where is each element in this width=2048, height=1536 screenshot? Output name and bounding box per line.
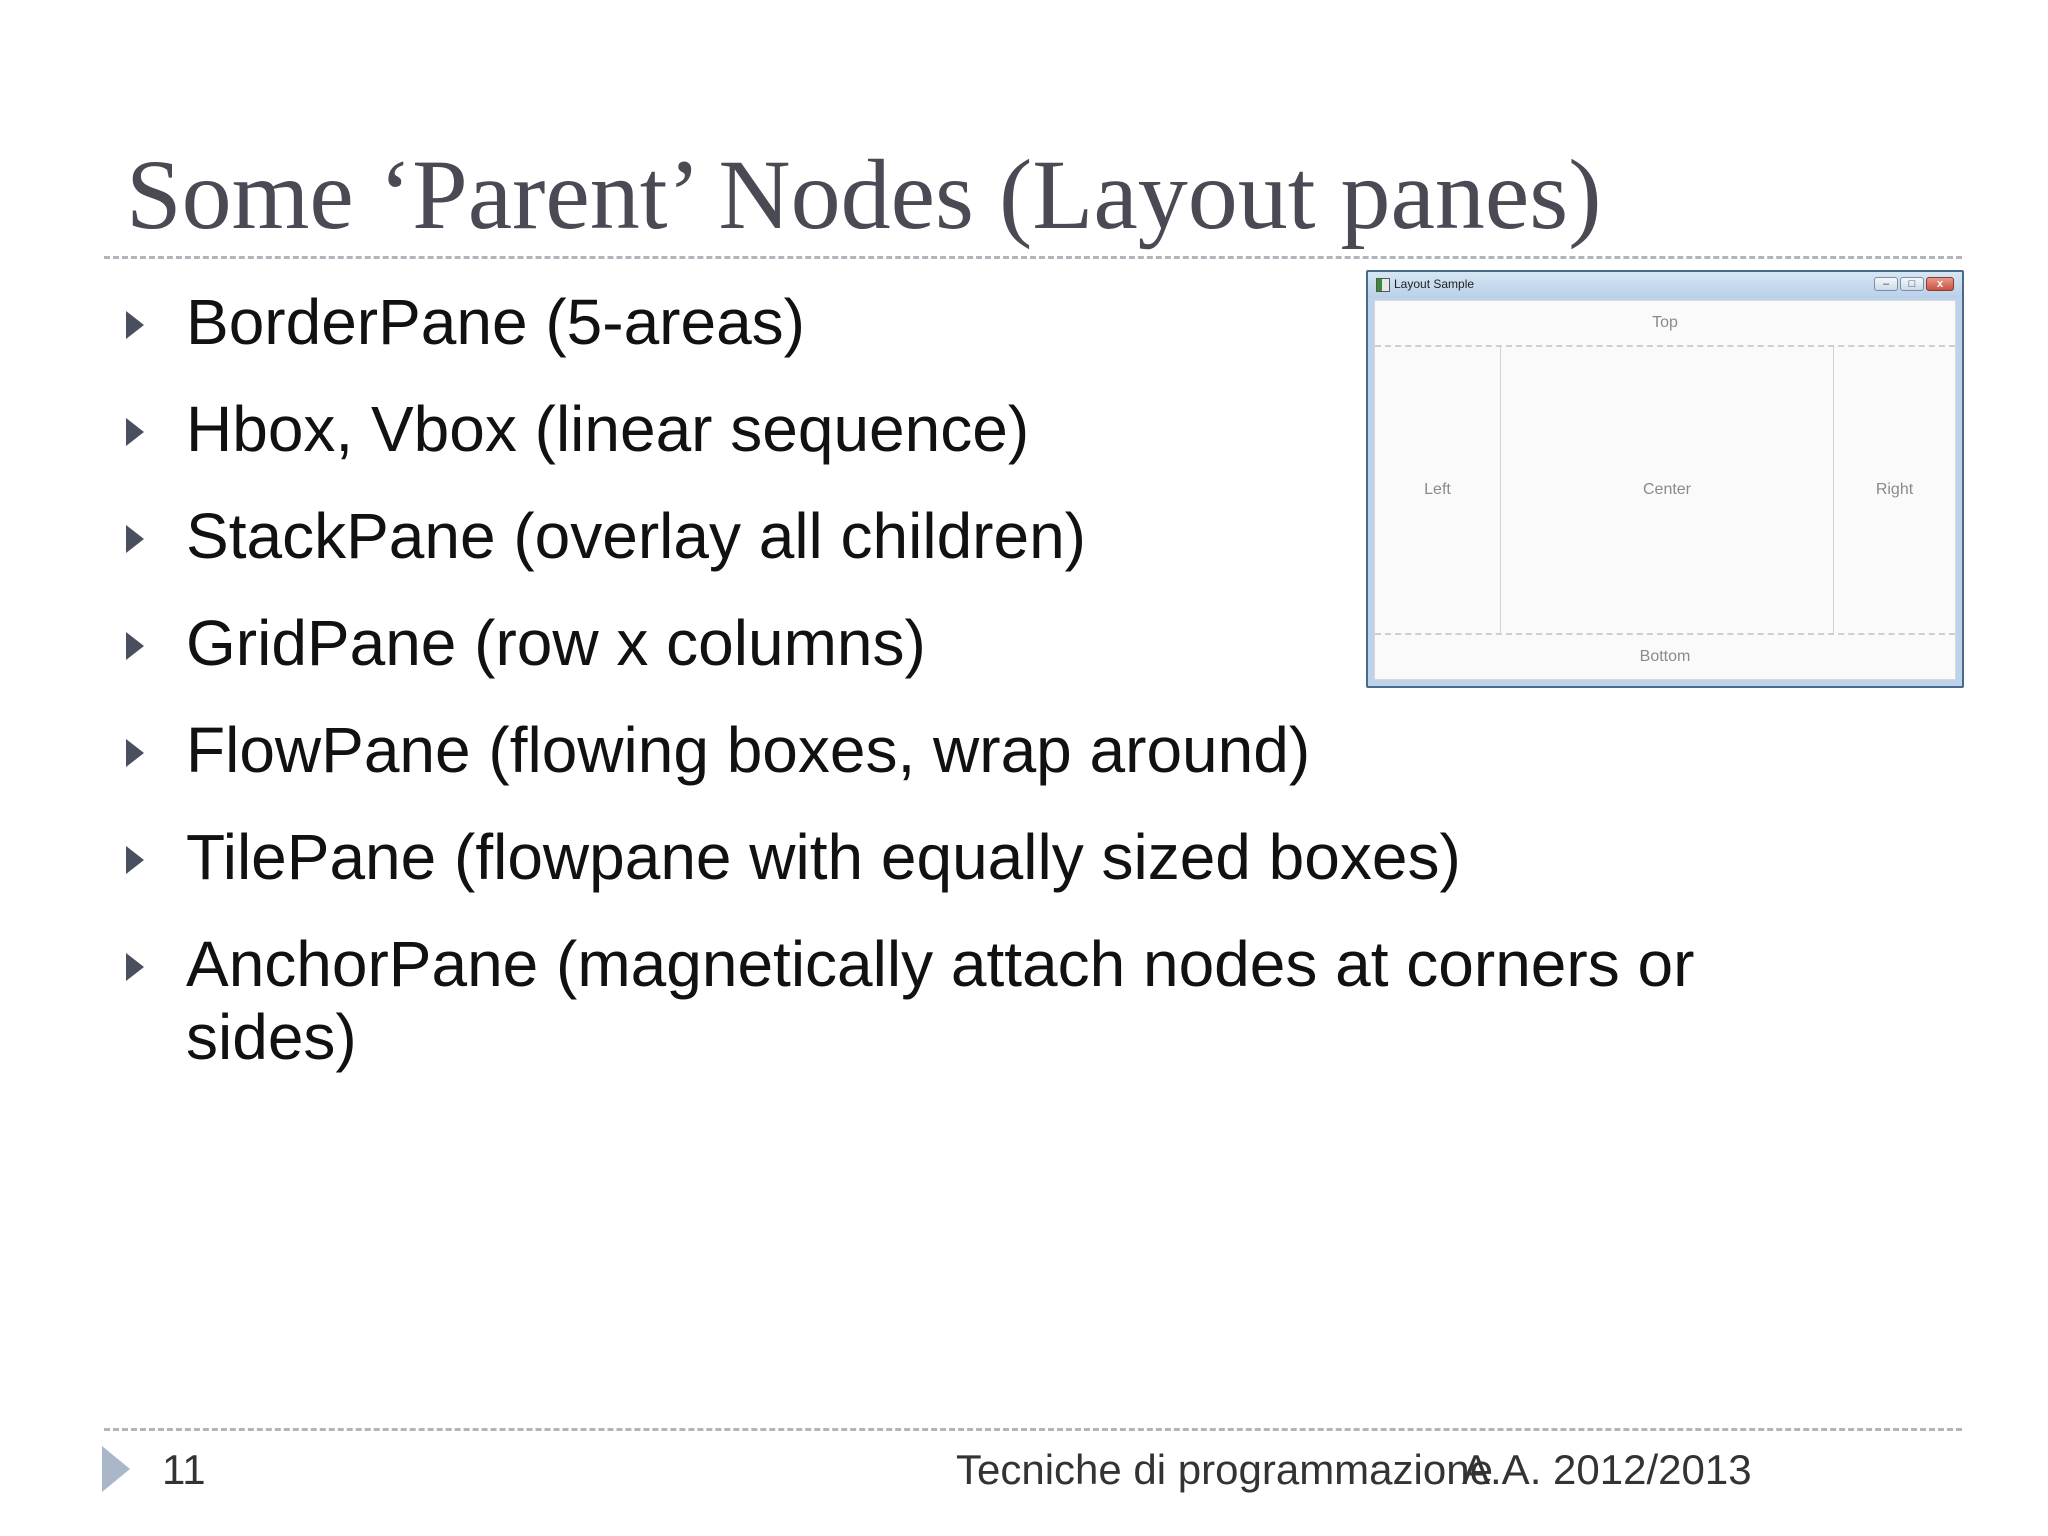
- bullet-arrow-icon: [126, 525, 144, 553]
- footer-academic-year: A.A. 2012/2013: [1462, 1446, 1752, 1493]
- slide-number: 11: [162, 1446, 206, 1493]
- bullet-item: [126, 714, 1826, 787]
- bullet-text: FlowPane (flowing boxes, wrap around): [186, 714, 1311, 786]
- region-bottom: Bottom: [1375, 633, 1955, 679]
- bullet-text: AnchorPane (magnetically attach nodes at corners or sides): [186, 928, 1695, 1073]
- region-center: Center: [1642, 481, 1692, 498]
- slide-title: Some ‘Parent’ Nodes (Layout panes): [126, 139, 1602, 250]
- bullet-arrow-icon: [126, 846, 144, 874]
- region-right: Right: [1833, 347, 1955, 633]
- bullet-arrow-icon: [126, 418, 144, 446]
- bullet-text: StackPane (overlay all children): [186, 500, 1086, 572]
- bullet-text: Hbox, Vbox (linear sequence): [186, 393, 1030, 465]
- bullet-arrow-icon: [126, 739, 144, 767]
- region-left: Left: [1375, 347, 1501, 633]
- bullet-text: BorderPane (5-areas): [186, 286, 805, 358]
- app-icon: [1376, 278, 1390, 292]
- title-divider: [104, 256, 1962, 259]
- bullet-item: [126, 821, 1826, 894]
- close-icon: x: [1936, 278, 1944, 290]
- bullet-text: TilePane (flowpane with equally sized boxes): [186, 821, 1461, 893]
- window-title: Layout Sample: [1394, 277, 1475, 291]
- bullet-text: GridPane (row x columns): [186, 607, 926, 679]
- maximize-icon: □: [1908, 278, 1916, 290]
- footer-course: Tecniche di programmazione: [956, 1446, 1493, 1493]
- region-top: Top: [1375, 301, 1955, 347]
- close-button[interactable]: [1926, 277, 1954, 291]
- bullet-arrow-icon: [126, 311, 144, 339]
- bullet-arrow-icon: [126, 632, 144, 660]
- maximize-button[interactable]: [1900, 277, 1924, 291]
- bullet-item: [126, 928, 1826, 1074]
- minimize-icon: –: [1882, 278, 1890, 290]
- layout-sample-window: [1366, 270, 1964, 688]
- border-pane: [1374, 300, 1956, 680]
- footer-arrow-icon: [102, 1446, 130, 1492]
- minimize-button[interactable]: [1874, 277, 1898, 291]
- footer-divider: [104, 1428, 1962, 1431]
- window-titlebar: [1368, 272, 1962, 298]
- bullet-arrow-icon: [126, 953, 144, 981]
